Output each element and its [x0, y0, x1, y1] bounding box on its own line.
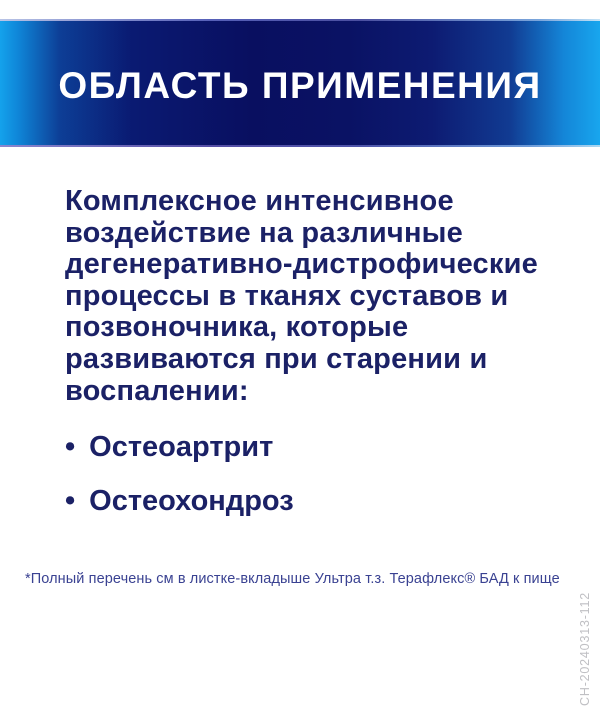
- page-title: ОБЛАСТЬ ПРИМЕНЕНИЯ: [58, 65, 542, 106]
- description-line: развиваются при старении и: [65, 342, 488, 375]
- regulatory-code: CH-20240313-112: [578, 592, 592, 706]
- description-line: процессы в тканях суставов и: [65, 279, 509, 312]
- header-band-bottom-edge: [0, 145, 600, 147]
- description-text: [65, 186, 565, 407]
- header-band-top-edge: [0, 19, 600, 21]
- description-line: позвоночника, которые: [65, 311, 409, 344]
- bullet-dot: •: [65, 431, 76, 463]
- list-item: [65, 485, 294, 517]
- header-band: [0, 21, 600, 145]
- description-line: дегенеративно-дистрофические: [65, 248, 538, 281]
- bullet-dot: •: [65, 485, 76, 517]
- footnote-text: *Полный перечень см в листке-вкладыше Ультра т.з. Терафлекс® БАД к пище: [25, 571, 560, 587]
- list-item-label: Остеоартрит: [89, 431, 274, 463]
- list-item-label: Остеохондроз: [89, 485, 294, 517]
- description-line: Комплексное интенсивное: [65, 185, 454, 217]
- description-line: воспалении:: [65, 374, 249, 407]
- list-item: [65, 431, 294, 463]
- indications-list: [65, 431, 294, 539]
- description-line: воздействие на различные: [65, 216, 463, 249]
